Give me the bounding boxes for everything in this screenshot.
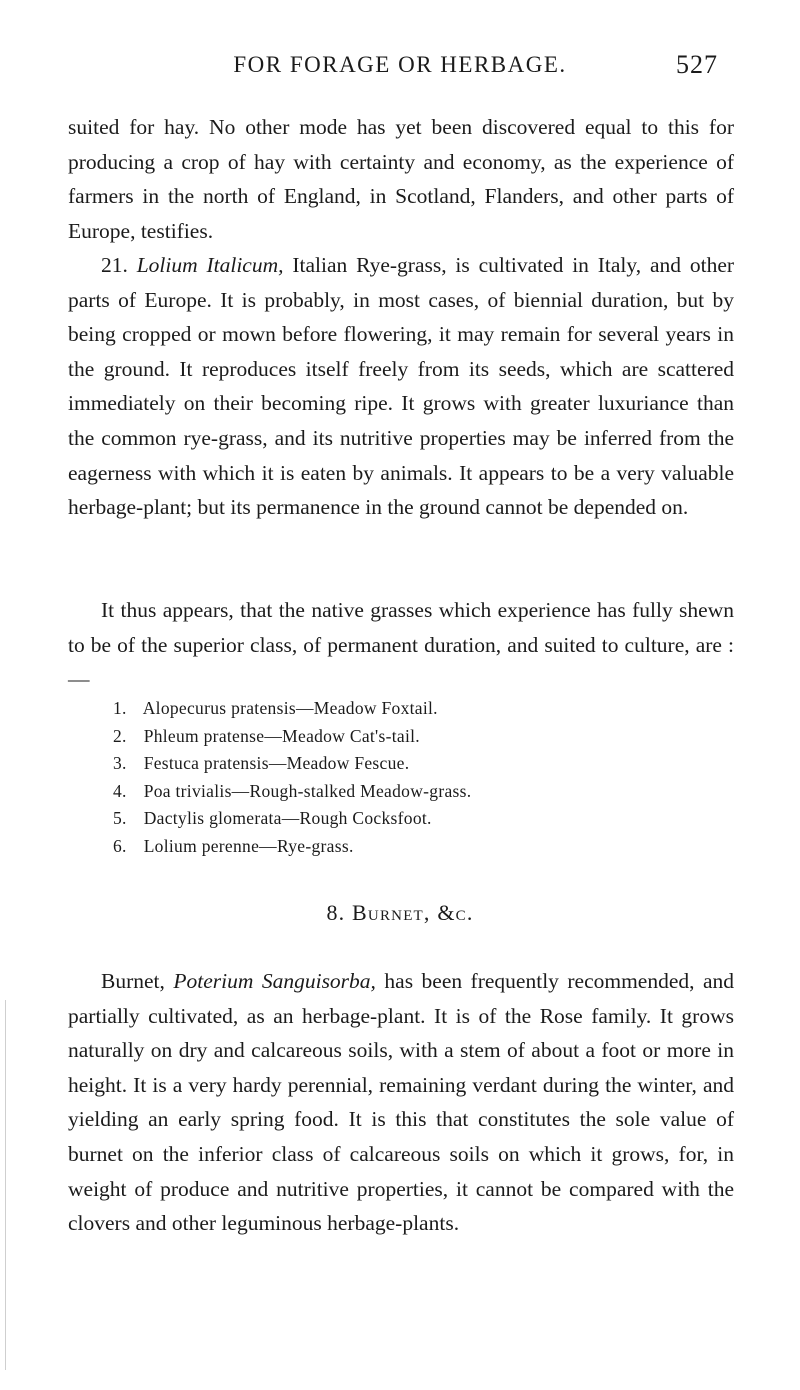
paragraph-italian-rye-grass [68,248,734,525]
list-item [113,750,471,778]
list-item [113,695,471,723]
list-item [113,723,471,751]
list-number: 1. [113,698,127,718]
page-edge-shadow [5,1000,6,1370]
latin-name: Lolium Italicum, [136,253,284,277]
list-item [113,778,471,806]
section-number: 8. [326,900,346,925]
paragraph-text: It thus appears, that the native grasses which experience has fully shewn to be of the superior class, of permanent duration, and suited to culture, are :— [68,598,734,692]
list-text: Phleum pratense—Meadow Cat's-tail. [143,725,420,746]
list-number: 6. [113,835,127,856]
list-number: 4. [113,780,127,801]
list-text: Dactylis glomerata—Rough Cocksfoot. [143,808,432,829]
list-text: Poa trivialis—Rough-stalked Meadow-grass. [143,780,472,801]
list-number: 5. [113,808,127,829]
running-title: FOR FORAGE OR HERBAGE. [233,52,567,77]
list-item [113,805,471,833]
list-text: Festuca pratensis—Meadow Fescue. [143,753,410,774]
paragraph-text: suited for hay. No other mode has yet been discovered equal to this for producing a crop of hay with certainty and economy, as the experience of farmers in the north of England, in Scotland, Flanders, and other parts of Europe, testifies. [68,115,734,243]
grass-list [113,695,471,861]
latin-name: Poterium Sanguisorba, [173,969,376,993]
list-text: Alopecurus pratensis—Meadow Foxtail. [142,698,438,718]
paragraph-hay-continuation [68,110,734,248]
paragraph-burnet [68,964,734,1241]
paragraph-text: Italian Rye-grass, is cultivated in Italy, and other parts of Europe. It is probably, in most cases, of biennial duration, but by being cropped or mown before flowering, it may remain for several years in the ground. It reproduces itself freely from its seeds, which are scattered immediately on their becoming ripe. It grows with greater luxuriance than the common rye-grass, and its nutritive properties may be inferred from the eagerness with which it is eaten by animals. It appears to be a very valuable herbage-plant; but its permanence in the ground cannot be depended on. [68,253,735,520]
list-number: 2. [113,725,127,746]
paragraph-native-grasses [68,593,734,697]
list-number: 3. [113,753,127,774]
paragraph-text: has been frequently recommended, and partially cultivated, as an herbage-plant. It is of the Rose family. It grows naturally on dry and calcareous soils, with a stem of about a foot or more in height. It is a very hardy perennial, remaining verdant during the winter, and yielding an early spring food. It is this that constitutes the sole value of burnet on the inferior class of calcareous soils on which it grows, for, in weight of produce and nutritive properties, it cannot be compared with the clovers and other leguminous herbage-plants. [68,969,735,1236]
section-title: Burnet, &c. [352,900,474,925]
section-heading [0,900,800,926]
page-number: 527 [676,50,718,79]
list-item [113,833,471,861]
list-text: Lolium perenne—Rye-grass. [143,835,354,856]
lead-word: Burnet, [101,969,165,993]
item-number: 21. [101,253,128,277]
